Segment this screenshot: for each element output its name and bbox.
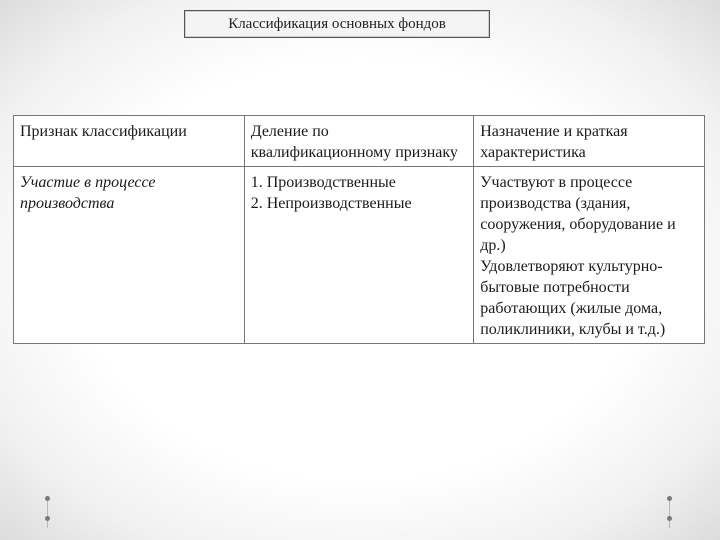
classification-table bbox=[13, 115, 705, 344]
header-cell-division: Деление по квалификационному признаку bbox=[244, 116, 474, 167]
table-header-row bbox=[14, 116, 705, 167]
row-cell-division bbox=[244, 167, 474, 344]
header-cell-purpose: Назначение и краткая характеристика bbox=[474, 116, 705, 167]
purpose-productive: Участвуют в процессе производства (здания, сооружения, оборудование и др.) bbox=[480, 174, 676, 254]
header-cell-feature: Признак классификации bbox=[14, 116, 245, 167]
decorative-dot-right-top bbox=[667, 496, 672, 501]
division-item-productive: 1. Производственные bbox=[250, 174, 396, 191]
slide-title-box bbox=[184, 10, 490, 38]
purpose-nonproductive: Удовлетворяют культурно-бытовые потребности работающих (жилые дома, поликлиники, клубы и т.д.) bbox=[480, 258, 666, 338]
division-item-nonproductive: 2. Непроизводственные bbox=[250, 195, 412, 212]
row-cell-purpose bbox=[474, 167, 705, 344]
decorative-line-left bbox=[47, 498, 48, 528]
decorative-dot-left-bottom bbox=[45, 516, 50, 521]
decorative-line-right bbox=[669, 498, 670, 528]
decorative-dot-right-bottom bbox=[667, 516, 672, 521]
decorative-dot-left-top bbox=[45, 496, 50, 501]
row-cell-feature: Участие в процессе производства bbox=[14, 167, 245, 344]
table-row bbox=[14, 167, 705, 344]
slide-title: Классификация основных фондов bbox=[228, 15, 446, 32]
